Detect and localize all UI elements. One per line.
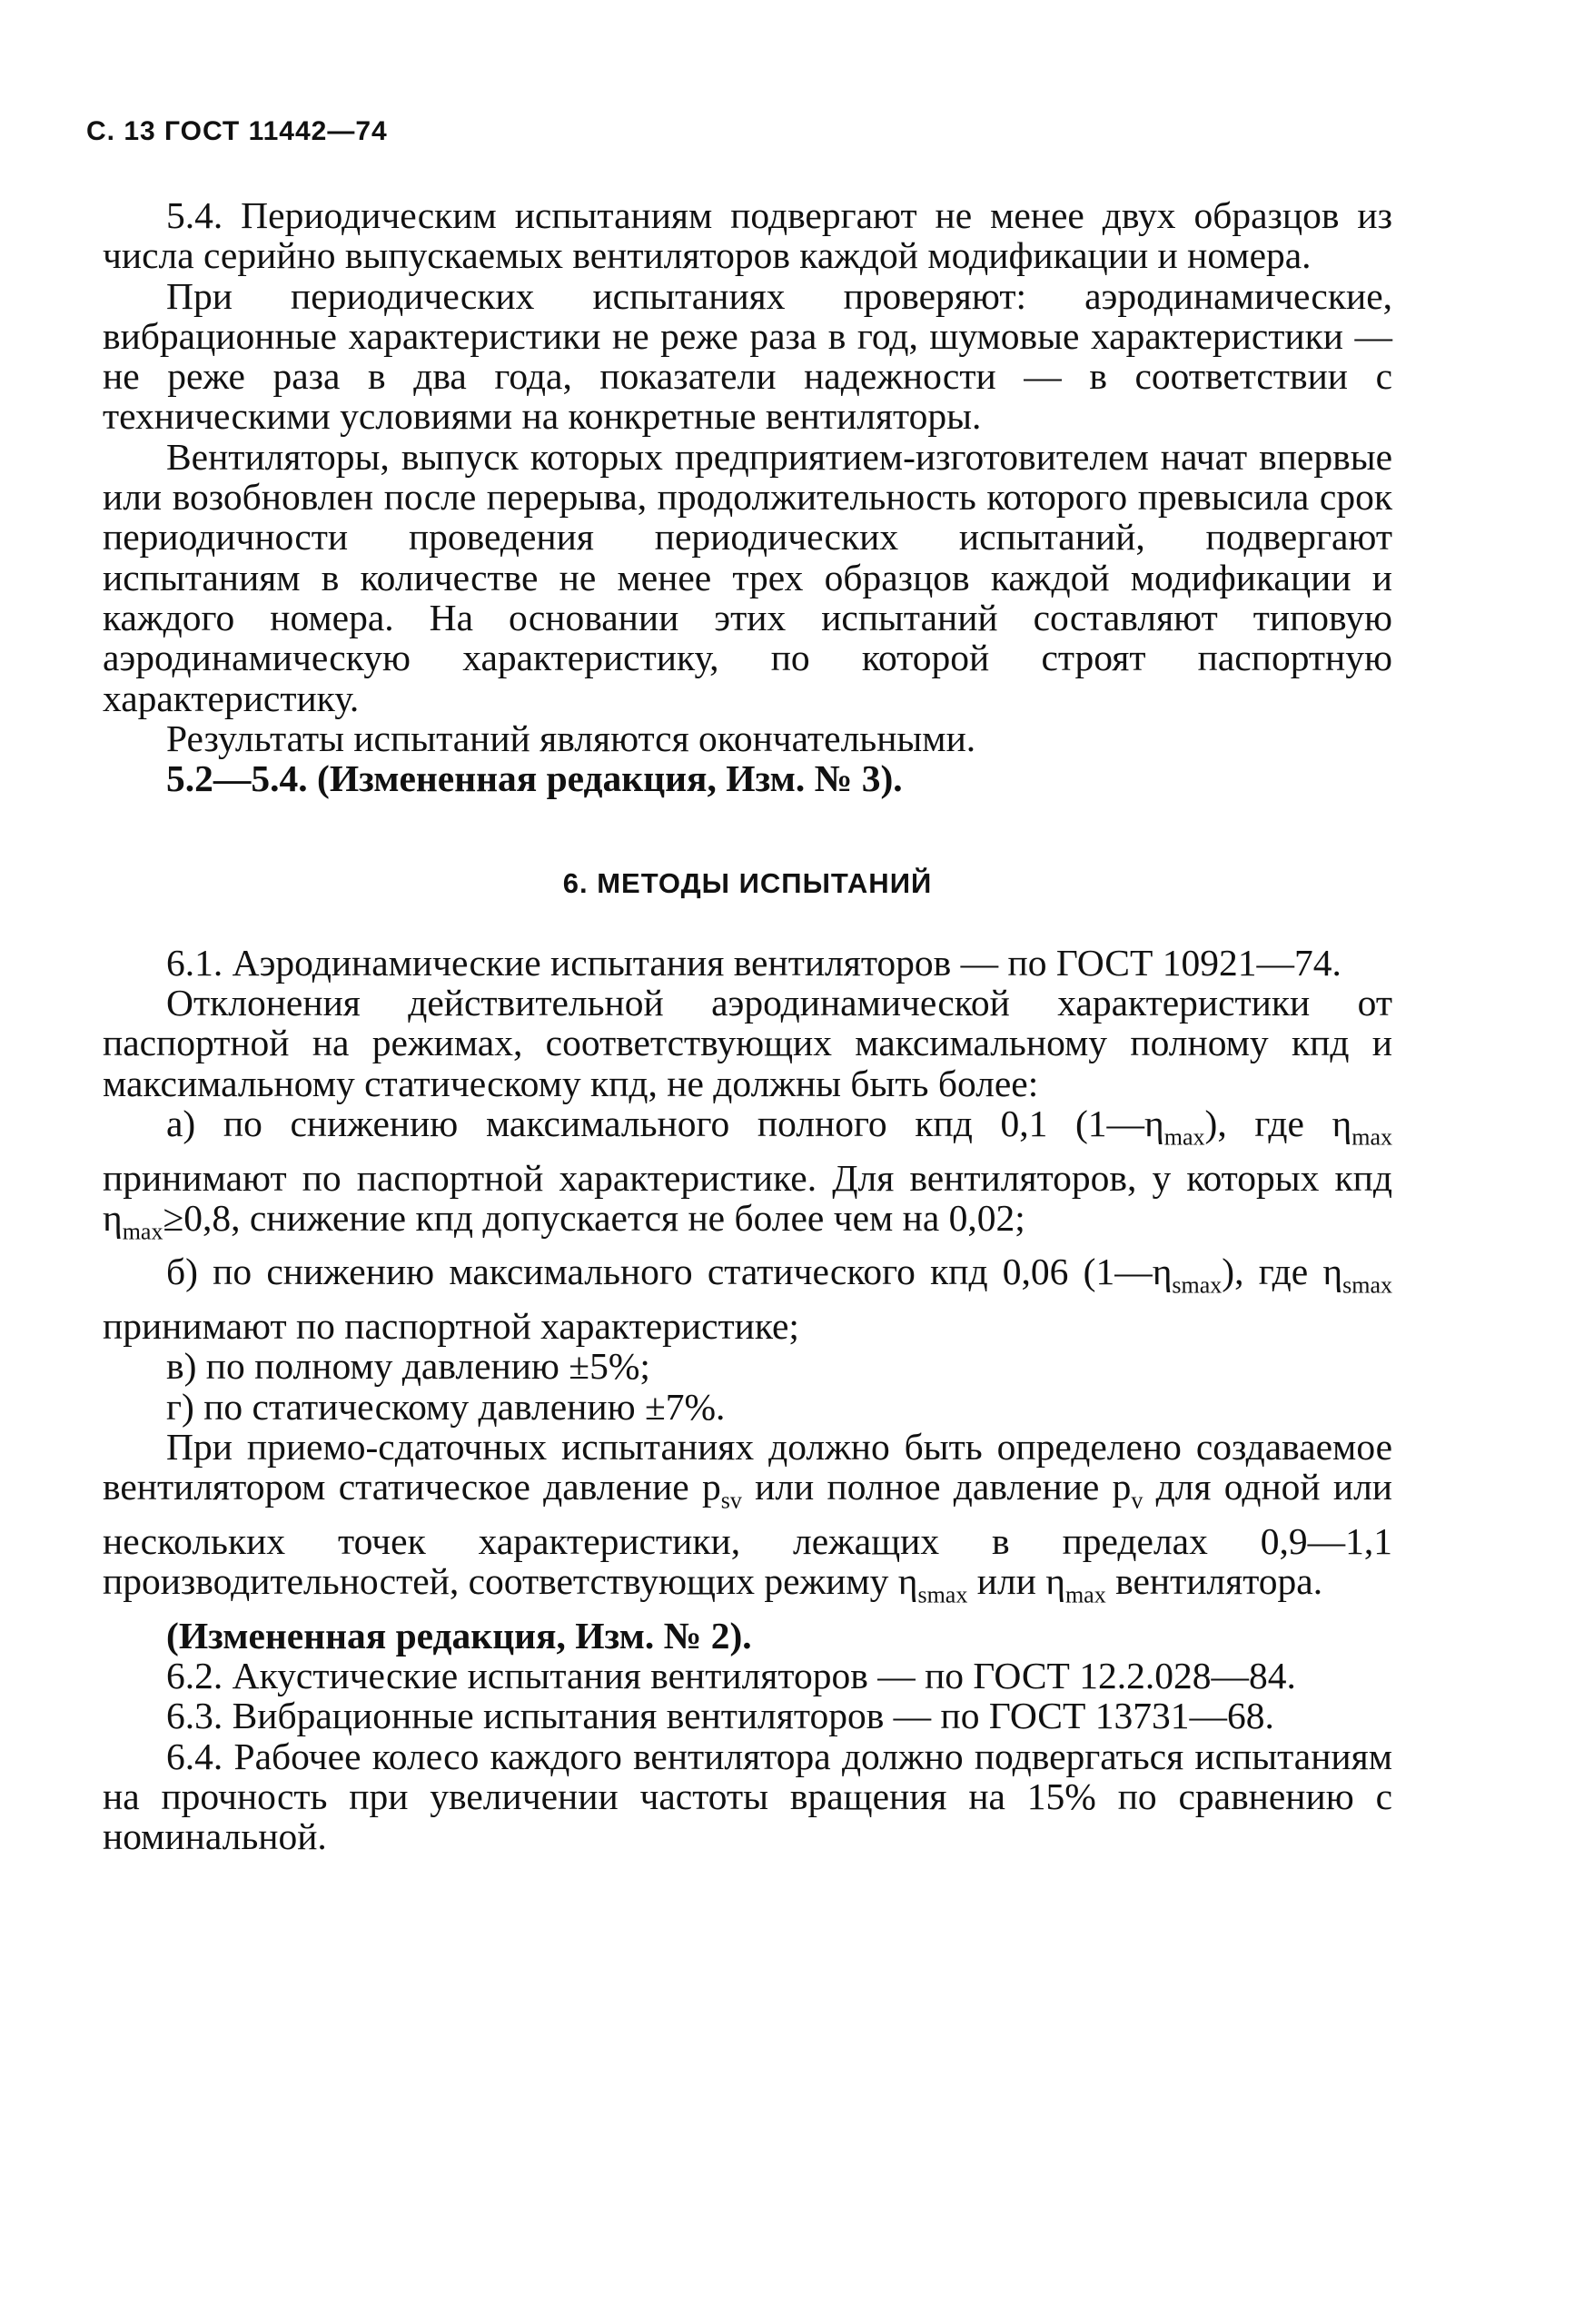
- acceptance-text-4: или η: [967, 1560, 1065, 1603]
- item-a-text-1: а) по снижению максимального полного кпд 0,1 (1—η: [166, 1102, 1164, 1144]
- acceptance-sub-3: smax: [917, 1581, 968, 1608]
- amendment-note-6: (Измененная редакция, Изм. № 2).: [166, 1614, 752, 1656]
- item-a-sub-2: max: [1351, 1123, 1392, 1151]
- acceptance-text-1: При приемо-сдаточных испытаниях должно быть определено создаваемое вентилятором статическое давление p: [103, 1425, 1392, 1508]
- list-item-g: г) по статическому давлению ±7%.: [166, 1385, 726, 1428]
- acceptance-sub-1: sv: [720, 1487, 742, 1514]
- item-b-text-1: б) по снижению максимального статического кпд 0,06 (1—η: [166, 1251, 1173, 1293]
- paragraph-6-3: 6.3. Вибрационные испытания вентиляторов — по ГОСТ 13731—68.: [166, 1695, 1274, 1737]
- item-b-sub-2: smax: [1342, 1271, 1393, 1299]
- amendment-note-5-text: 5.2—5.4. (Измененная редакция, Изм. № 3).: [166, 757, 903, 800]
- acceptance-sub-4: max: [1064, 1581, 1106, 1608]
- item-b-text-2: ), где η: [1222, 1251, 1343, 1293]
- paragraph-6-2: 6.2. Акустические испытания вентиляторов — по ГОСТ 12.2.028—84.: [166, 1654, 1296, 1696]
- paragraph-acceptance-tests: [103, 1427, 1392, 1616]
- item-a-text-3: принимают по паспортной характеристике. Для вентиляторов, у которых кпд η: [103, 1156, 1392, 1239]
- item-b-sub-1: smax: [1172, 1271, 1223, 1299]
- paragraph-5-4: 5.4. Периодическим испытаниям подвергают не менее двух образцов из числа серийно выпускаемых вентиляторов каждой модификации и номера.: [103, 194, 1392, 277]
- paragraph-new-production: Вентиляторы, выпуск которых предприятием-изготовителем начат впервые или возобновлен после перерыва, продолжительность которого превысила срок периодичности проведения периодических испытаний, подвергают испытаниям в количестве не менее трех образцов каждой модификации и каждого номера. На основании этих испытаний составляют типовую аэродинамическую характеристику, по которой строят паспортную характеристику.: [103, 435, 1392, 719]
- document-body: [103, 195, 1392, 1856]
- item-b-text-3: принимают по паспортной характеристике;: [103, 1305, 799, 1348]
- paragraph-6-1: 6.1. Аэродинамические испытания вентиляторов — по ГОСТ 10921—74.: [166, 941, 1341, 984]
- paragraph-6-4: 6.4. Рабочее колесо каждого вентилятора должно подвергаться испытаниям на прочность при увеличении частоты вращения на 15% по сравнению с номинальной.: [103, 1735, 1392, 1858]
- paragraph-periodic-checks: При периодических испытаниях проверяют: аэродинамические, вибрационные характеристики не реже раза в год, шумовые характеристики — не реже раза в два года, показатели надежности — в соответствии с техническими условиями на конкретные вентиляторы.: [103, 274, 1392, 438]
- acceptance-text-3: для одной или нескольких точек характеристики, лежащих в пределах 0,9—1,1 производительностей, соответствующих режиму η: [103, 1466, 1392, 1603]
- paragraph-results-final: Результаты испытаний являются окончательными.: [166, 717, 976, 759]
- list-item-b: [103, 1251, 1392, 1346]
- item-a-text-4: ≥0,8, снижение кпд допускается не более чем на 0,02;: [163, 1196, 1025, 1239]
- acceptance-sub-2: v: [1131, 1487, 1143, 1514]
- item-a-text-2: ), где η: [1204, 1102, 1352, 1144]
- section-6-title: 6. МЕТОДЫ ИСПЫТАНИЙ: [562, 867, 933, 900]
- item-a-sub-3: max: [122, 1218, 163, 1245]
- acceptance-text-2: или полное давление p: [741, 1466, 1132, 1508]
- page-header: С. 13 ГОСТ 11442—74: [86, 116, 388, 146]
- amendment-note-5: [103, 758, 1392, 798]
- list-item-a: [103, 1103, 1392, 1251]
- list-item-v: в) по полному давлению ±5%;: [166, 1345, 650, 1388]
- acceptance-text-5: вентилятора.: [1105, 1560, 1323, 1603]
- paragraph-deviations: Отклонения действительной аэродинамической характеристики от паспортной на режимах, соответствующих максимальному полному кпд и максимальному статическому кпд, не должны быть более:: [103, 982, 1392, 1104]
- item-a-sub-1: max: [1163, 1123, 1205, 1151]
